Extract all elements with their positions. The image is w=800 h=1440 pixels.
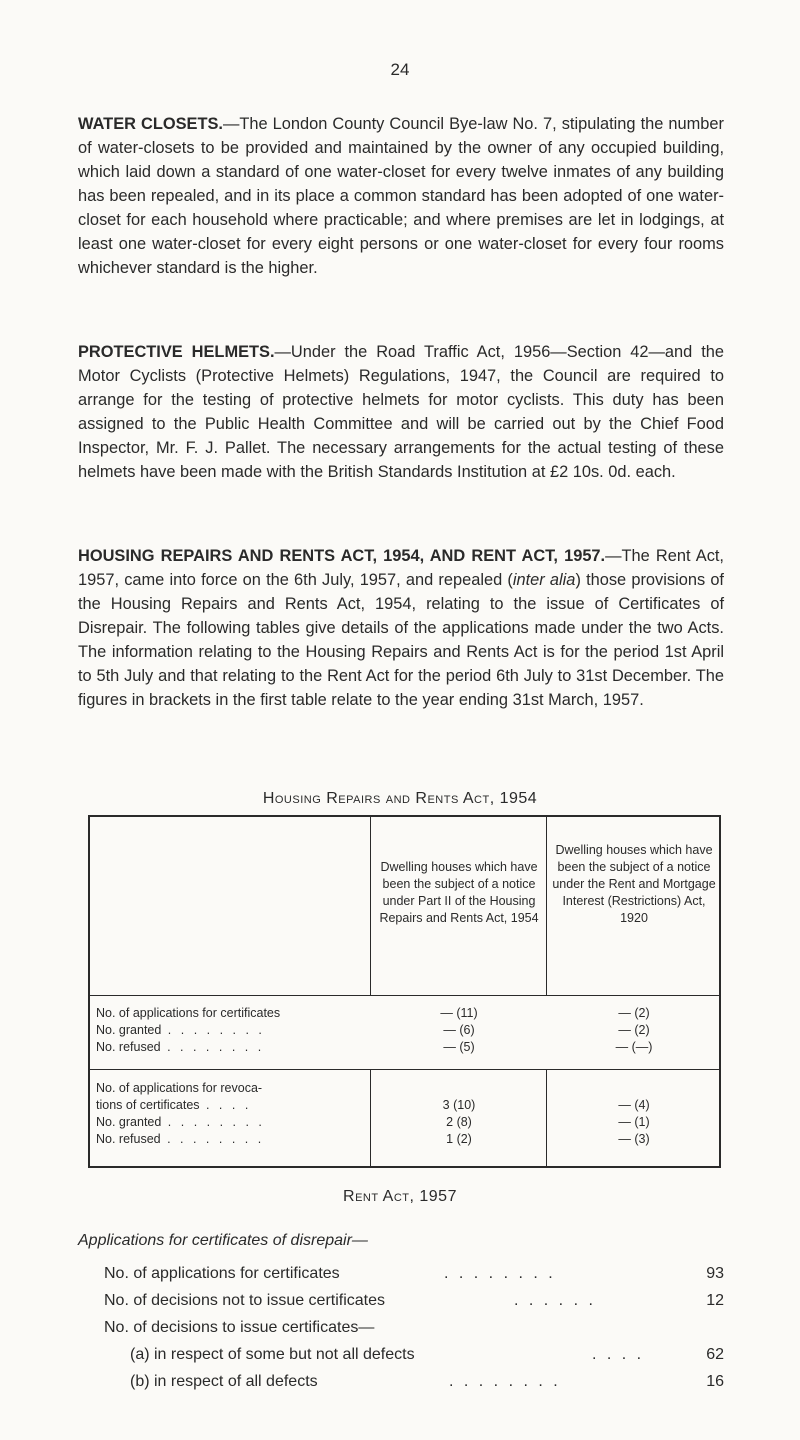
paragraph-housing-repairs xyxy=(78,544,724,712)
table1-row-revocations-col2: — (4) xyxy=(618,1098,650,1112)
table2-title: Rent Act, 1957 xyxy=(343,1188,457,1205)
table1-row-rev-granted-label-text: No. granted xyxy=(96,1115,162,1129)
rent-act-row-not-issue-leader: . . . . . . xyxy=(514,1292,596,1309)
heading-protective-helmets: PROTECTIVE HELMETS. xyxy=(78,343,275,361)
heading-housing-repairs: HOUSING REPAIRS AND RENTS ACT, 1954, AND RENT ACT, 1957. xyxy=(78,547,606,565)
table1-col-divider-2b xyxy=(546,1069,547,1166)
table1-row-revocations-label: tions of certificates . . . . xyxy=(96,1098,252,1112)
paragraph-water-closets xyxy=(78,112,724,280)
table1-col-divider-1a xyxy=(370,815,371,995)
page-number: 24 xyxy=(390,60,410,79)
rent-act-row-some-defects-leader: . . . . xyxy=(592,1346,645,1363)
body-housing-repairs-part1: —The Rent Act, 1957, came into force on the 6th July, 1957, and repealed ( xyxy=(78,547,724,589)
table1-right-border xyxy=(719,815,721,1168)
table1-row-granted-label-text: No. granted xyxy=(96,1023,162,1037)
table1-left-border xyxy=(88,815,90,1168)
rent-act-row-applications-value: 93 xyxy=(706,1265,724,1282)
rent-act-row-all-defects-leader: . . . . . . . . xyxy=(449,1373,561,1390)
table1-col2-header: Dwelling houses which have been the subject of a notice under the Rent and Mortgage Interest (Restrictions) Act, 1920 xyxy=(552,843,716,925)
table1-row-revocations-label-line1: No. of applications for revoca- xyxy=(96,1081,263,1095)
rent-act-row-some-defects xyxy=(104,1346,724,1368)
table1-row-rev-granted-label: No. granted . . . . . . . . xyxy=(96,1115,265,1129)
table1-row-rev-granted-col2: — (1) xyxy=(618,1115,650,1129)
heading-water-closets: WATER CLOSETS. xyxy=(78,115,223,133)
table1-row-granted-label: No. granted . . . . . . . . xyxy=(96,1023,265,1037)
table2-intro: Applications for certificates of disrepair— xyxy=(78,1232,368,1249)
table1-row-granted-col2: — (2) xyxy=(618,1023,650,1037)
table1-row-rev-refused-label-text: No. refused xyxy=(96,1132,161,1146)
body-housing-repairs-italic: inter alia xyxy=(512,571,576,589)
rent-act-row-not-issue-label: No. of decisions not to issue certificates xyxy=(104,1292,386,1309)
rent-act-row-not-issue xyxy=(104,1292,724,1314)
rent-act-row-all-defects xyxy=(104,1373,724,1395)
rent-act-row-issue-label: No. of decisions to issue certificates— xyxy=(104,1319,375,1336)
table1-row-granted-col1: — (6) xyxy=(443,1023,475,1037)
body-housing-repairs-part2: ) those provisions of the Housing Repairs and Rents Act, 1954, relating to the issue of Certificates of Disrepair. The following tables give details of the applications made under the two Acts. The information relating to the Housing Repairs and Rents Act is for the period 1st April to 5th July and that relating to the Rent Act for the period 6th July to 31st December. The figures in brackets in the first table relate to the year ending 31st March, 1957. xyxy=(78,571,724,709)
table1-title: Housing Repairs and Rents Act, 1954 xyxy=(262,790,538,807)
rent-act-row-applications-leader: . . . . . . . . xyxy=(444,1265,556,1282)
paragraph-protective-helmets xyxy=(78,340,724,484)
rent-act-row-applications-label: No. of applications for certificates xyxy=(104,1265,340,1282)
rent-act-row-some-defects-label: (a) in respect of some but not all defects xyxy=(130,1346,415,1363)
table1-top-border xyxy=(88,815,721,817)
table1-col-divider-1b xyxy=(370,1069,371,1166)
table1-row-rev-refused-label: No. refused . . . . . . . . xyxy=(96,1132,265,1146)
table1-row-refused-label: No. refused . . . . . . . . xyxy=(96,1040,265,1054)
table1-row-applications-label: No. of applications for certificates xyxy=(96,1006,281,1020)
rent-act-row-all-defects-value: 16 xyxy=(706,1373,724,1390)
rent-act-row-not-issue-value: 12 xyxy=(706,1292,724,1309)
table1-row-rev-refused-col1: 1 (2) xyxy=(446,1132,472,1146)
table1-row-refused-label-text: No. refused xyxy=(96,1040,161,1054)
table1-header-rule xyxy=(88,995,721,996)
table1-col1-header: Dwelling houses which have been the subject of a notice under Part II of the Housing Repairs and Rents Act, 1954 xyxy=(379,860,539,925)
rent-act-row-issue xyxy=(104,1319,724,1341)
table1-bottom-border xyxy=(88,1166,721,1168)
table1-row-rev-refused-col2: — (3) xyxy=(618,1132,650,1146)
table1-col-divider-2a xyxy=(546,815,547,995)
table1-row-revocations-col1: 3 (10) xyxy=(442,1098,476,1112)
table1-row-refused-col1: — (5) xyxy=(443,1040,475,1054)
rent-act-row-applications xyxy=(104,1265,724,1287)
body-water-closets: —The London County Council Bye-law No. 7, stipulating the number of water-closets to be provided and maintained by the owner of any occupied building, which laid down a standard of one water-closet for every twelve inmates of any building has been repealed, and in its place a common standard has been adopted of one water-closet for each household where practicable; and where premises are let in lodgings, at least one water-closet for every eight persons or one water-closet for every four rooms whichever standard is the higher. xyxy=(78,115,725,277)
rent-act-row-all-defects-label: (b) in respect of all defects xyxy=(130,1373,318,1390)
table1-row-refused-col2: — (—) xyxy=(615,1040,653,1054)
table1 xyxy=(88,815,721,1168)
table1-row-applications-col1: — (11) xyxy=(440,1006,478,1020)
table1-row-revocations-label-text: tions of certificates xyxy=(96,1098,200,1112)
table1-row-rev-granted-col1: 2 (8) xyxy=(446,1115,472,1129)
table1-row-applications-col2: — (2) xyxy=(618,1006,650,1020)
body-protective-helmets: —Under the Road Traffic Act, 1956—Section 42—and the Motor Cyclists (Protective Helmets) Regulations, 1947, the Council are required to arrange for the testing of protective helmets for motor cyclists. This duty has been assigned to the Public Health Committee and will be carried out by the Chief Food Inspector, Mr. F. J. Pallet. The necessary arrangements for the actual testing of these helmets have been made with the British Standards Institution at £2 10s. 0d. each. xyxy=(78,343,724,481)
rent-act-row-some-defects-value: 62 xyxy=(706,1346,724,1363)
table1-group-rule xyxy=(88,1069,721,1070)
